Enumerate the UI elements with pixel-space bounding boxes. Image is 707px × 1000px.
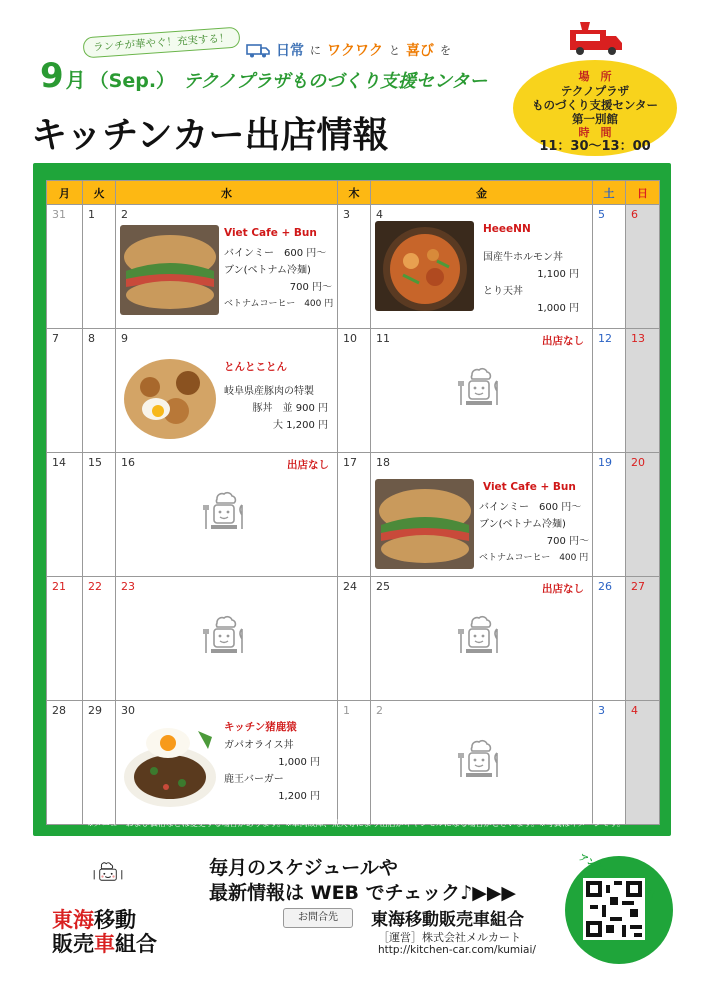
header-tue: 火 bbox=[83, 181, 116, 205]
chef-robot-icon bbox=[456, 613, 502, 659]
closed-label: 出店なし bbox=[542, 583, 584, 595]
menu-line: バインミー 600 円〜 bbox=[224, 248, 327, 259]
day-number: 21 bbox=[52, 580, 66, 593]
place-line-1: テクノプラザ bbox=[560, 84, 630, 98]
day-cell bbox=[626, 453, 660, 577]
day-cell bbox=[626, 205, 660, 329]
food-photo-gapao-rice bbox=[120, 721, 219, 811]
day-cell bbox=[593, 205, 626, 329]
menu-line: 豚丼 並 900 円 bbox=[252, 403, 328, 414]
day-cell bbox=[47, 577, 83, 701]
day-number: 25 bbox=[376, 580, 390, 593]
web-check-line-1: 毎月のスケジュールや bbox=[209, 857, 398, 879]
menu-line: 700 円〜 bbox=[289, 282, 332, 293]
menu-line: バインミー 600 円〜 bbox=[479, 502, 582, 513]
menu-list bbox=[224, 737, 320, 805]
operator: ［運営］株式会社メルカート bbox=[378, 931, 521, 944]
day-number: 6 bbox=[631, 208, 638, 221]
day-cell bbox=[47, 205, 83, 329]
menu-line: ベトナムコーヒー 400 円 bbox=[224, 299, 334, 309]
day-number: 15 bbox=[88, 456, 102, 469]
day-cell bbox=[338, 453, 371, 577]
slogan-f: を bbox=[440, 44, 451, 57]
slogan-a: 日常 bbox=[276, 43, 304, 59]
slogan-b: に bbox=[310, 44, 321, 57]
page-title: キッチンカー出店情報 bbox=[31, 115, 389, 156]
day-number: 2 bbox=[376, 704, 383, 717]
menu-line: ブン(ベトナム冷麺) bbox=[224, 265, 311, 276]
day-cell bbox=[47, 329, 83, 453]
day-number: 24 bbox=[343, 580, 357, 593]
kumiai-mascot-icon bbox=[54, 860, 162, 906]
day-number: 14 bbox=[52, 456, 66, 469]
website-link[interactable]: http://kitchen-car.com/kumiai/ bbox=[378, 944, 536, 956]
day-cell bbox=[371, 577, 593, 701]
month-line bbox=[40, 56, 487, 96]
day-cell bbox=[371, 701, 593, 825]
day-number: 10 bbox=[343, 332, 357, 345]
header-mon: 月 bbox=[47, 181, 83, 205]
closed-label: 出店なし bbox=[287, 459, 329, 471]
food-photo-banhmi bbox=[120, 225, 219, 315]
org-name: 東海移動販売車組合 bbox=[371, 910, 524, 930]
day-number: 1 bbox=[343, 704, 350, 717]
shop-name: キッチン猪鹿猿 bbox=[224, 721, 297, 733]
day-cell bbox=[83, 453, 116, 577]
day-cell bbox=[338, 205, 371, 329]
day-cell bbox=[116, 701, 338, 825]
disclaimer-note: ※メニューおよび価格などは変更する場合があります。※車両故障、荒天等により出店がキャンセルになる場合がございます。※写真はイメージです。 bbox=[87, 819, 625, 828]
menu-line: 1,200 円 bbox=[278, 791, 320, 802]
lunch-badge: ランチが華やぐ！充実する！ bbox=[82, 27, 240, 59]
day-cell bbox=[116, 205, 338, 329]
calendar-table bbox=[46, 180, 660, 825]
day-cell bbox=[83, 329, 116, 453]
day-cell bbox=[338, 329, 371, 453]
day-cell bbox=[371, 205, 593, 329]
logo-text-1b: 移動 bbox=[94, 908, 136, 932]
logo-text-1a: 東海 bbox=[52, 908, 94, 932]
day-cell bbox=[83, 205, 116, 329]
menu-line: 1,000 円 bbox=[537, 303, 579, 314]
day-number: 12 bbox=[598, 332, 612, 345]
day-number: 4 bbox=[631, 704, 638, 717]
day-cell bbox=[626, 701, 660, 825]
chef-robot-icon bbox=[201, 489, 247, 535]
day-cell bbox=[47, 453, 83, 577]
day-number: 23 bbox=[121, 580, 135, 593]
day-number: 28 bbox=[52, 704, 66, 717]
day-number: 30 bbox=[121, 704, 135, 717]
header-thu: 木 bbox=[338, 181, 371, 205]
day-number: 20 bbox=[631, 456, 645, 469]
day-number: 3 bbox=[343, 208, 350, 221]
day-cell bbox=[371, 453, 593, 577]
week-row bbox=[47, 453, 660, 577]
header-sat: 土 bbox=[593, 181, 626, 205]
day-number: 2 bbox=[121, 208, 128, 221]
menu-line: ガパオライス丼 bbox=[224, 740, 294, 751]
day-number: 18 bbox=[376, 456, 390, 469]
food-photo-horumon-don bbox=[375, 221, 474, 311]
day-number: 22 bbox=[88, 580, 102, 593]
menu-line: 岐阜県産豚肉の特製 bbox=[224, 386, 314, 397]
day-cell bbox=[593, 329, 626, 453]
chef-robot-icon bbox=[456, 737, 502, 783]
month-word: 月 bbox=[65, 68, 86, 92]
place-label: 場 所 bbox=[578, 70, 612, 83]
day-cell bbox=[83, 577, 116, 701]
chef-robot-icon bbox=[456, 365, 502, 411]
day-number: 29 bbox=[88, 704, 102, 717]
day-cell bbox=[593, 453, 626, 577]
day-number: 7 bbox=[52, 332, 59, 345]
logo-text-2b: 車 bbox=[94, 932, 115, 956]
day-cell bbox=[116, 453, 338, 577]
day-number: 3 bbox=[598, 704, 605, 717]
day-number: 31 bbox=[52, 208, 66, 221]
menu-line: 鹿王バーガー bbox=[224, 774, 284, 785]
food-photo-banhmi bbox=[375, 479, 474, 569]
kumiai-logo-text bbox=[52, 908, 157, 956]
day-cell bbox=[371, 329, 593, 453]
menu-line: 国産牛ホルモン丼 bbox=[483, 252, 563, 263]
menu-line: 1,100 円 bbox=[537, 269, 579, 280]
menu-line: とり天丼 bbox=[483, 286, 523, 297]
shop-name: HeeeNN bbox=[483, 223, 531, 235]
day-cell bbox=[116, 329, 338, 453]
shop-name: Viet Cafe + Bun bbox=[483, 481, 576, 493]
day-cell bbox=[338, 701, 371, 825]
day-number: 17 bbox=[343, 456, 357, 469]
chef-robot-icon bbox=[201, 613, 247, 659]
closed-label: 出店なし bbox=[542, 335, 584, 347]
day-number: 11 bbox=[376, 332, 390, 345]
kitchen-car-icon bbox=[566, 18, 626, 58]
menu-list bbox=[224, 383, 328, 434]
week-row bbox=[47, 701, 660, 825]
menu-line: ブン(ベトナム冷麺) bbox=[479, 519, 566, 530]
day-cell bbox=[116, 577, 338, 701]
contact-label: お問合先 bbox=[283, 908, 353, 928]
shop-name: とんとことん bbox=[224, 361, 287, 373]
qr-pattern-icon bbox=[586, 881, 642, 937]
place-line-2: ものづくり支援センター bbox=[531, 98, 659, 112]
day-number: 9 bbox=[121, 332, 128, 345]
month-number: 9 bbox=[40, 56, 64, 96]
day-cell bbox=[83, 701, 116, 825]
calendar-header-row bbox=[47, 181, 660, 205]
logo-text-2a: 販売 bbox=[52, 932, 94, 956]
day-number: 5 bbox=[598, 208, 605, 221]
slogan-d: と bbox=[389, 44, 400, 57]
time-value: 11：30〜13：00 bbox=[539, 139, 651, 154]
day-number: 16 bbox=[121, 456, 135, 469]
day-cell bbox=[593, 701, 626, 825]
menu-list bbox=[483, 249, 579, 317]
menu-line: 大 1,200 円 bbox=[273, 420, 328, 431]
location-time-info bbox=[513, 60, 677, 156]
header-wed: 水 bbox=[116, 181, 338, 205]
day-number: 27 bbox=[631, 580, 645, 593]
day-number: 13 bbox=[631, 332, 645, 345]
center-name: テクノプラザものづくり支援センター bbox=[183, 71, 488, 92]
web-check-line-2: 最新情報は WEB でチェック♪▶▶▶ bbox=[209, 882, 517, 904]
qr-code[interactable] bbox=[583, 878, 645, 940]
menu-list bbox=[224, 245, 332, 313]
shop-name: Viet Cafe + Bun bbox=[224, 227, 317, 239]
slogan-c: ワクワク bbox=[327, 43, 383, 59]
week-row bbox=[47, 577, 660, 701]
logo-text-2c: 組合 bbox=[115, 932, 157, 956]
place-line-3: 第一別館 bbox=[572, 112, 618, 126]
month-en: （Sep.） bbox=[89, 70, 176, 92]
menu-line: 700 円〜 bbox=[546, 536, 589, 547]
menu-line: ベトナムコーヒー 400 円 bbox=[479, 553, 589, 563]
day-number: 4 bbox=[376, 208, 383, 221]
menu-line: 1,000 円 bbox=[278, 757, 320, 768]
day-cell bbox=[593, 577, 626, 701]
day-number: 1 bbox=[88, 208, 95, 221]
menu-list bbox=[479, 499, 589, 567]
day-cell bbox=[338, 577, 371, 701]
day-cell bbox=[47, 701, 83, 825]
week-row bbox=[47, 205, 660, 329]
food-photo-butadon bbox=[120, 349, 219, 439]
day-number: 26 bbox=[598, 580, 612, 593]
day-cell bbox=[626, 577, 660, 701]
week-row bbox=[47, 329, 660, 453]
slogan-e: 喜び bbox=[406, 43, 434, 59]
day-cell bbox=[626, 329, 660, 453]
day-number: 8 bbox=[88, 332, 95, 345]
header-sun: 日 bbox=[626, 181, 660, 205]
time-label: 時 間 bbox=[578, 126, 612, 139]
header-fri: 金 bbox=[371, 181, 593, 205]
day-number: 19 bbox=[598, 456, 612, 469]
